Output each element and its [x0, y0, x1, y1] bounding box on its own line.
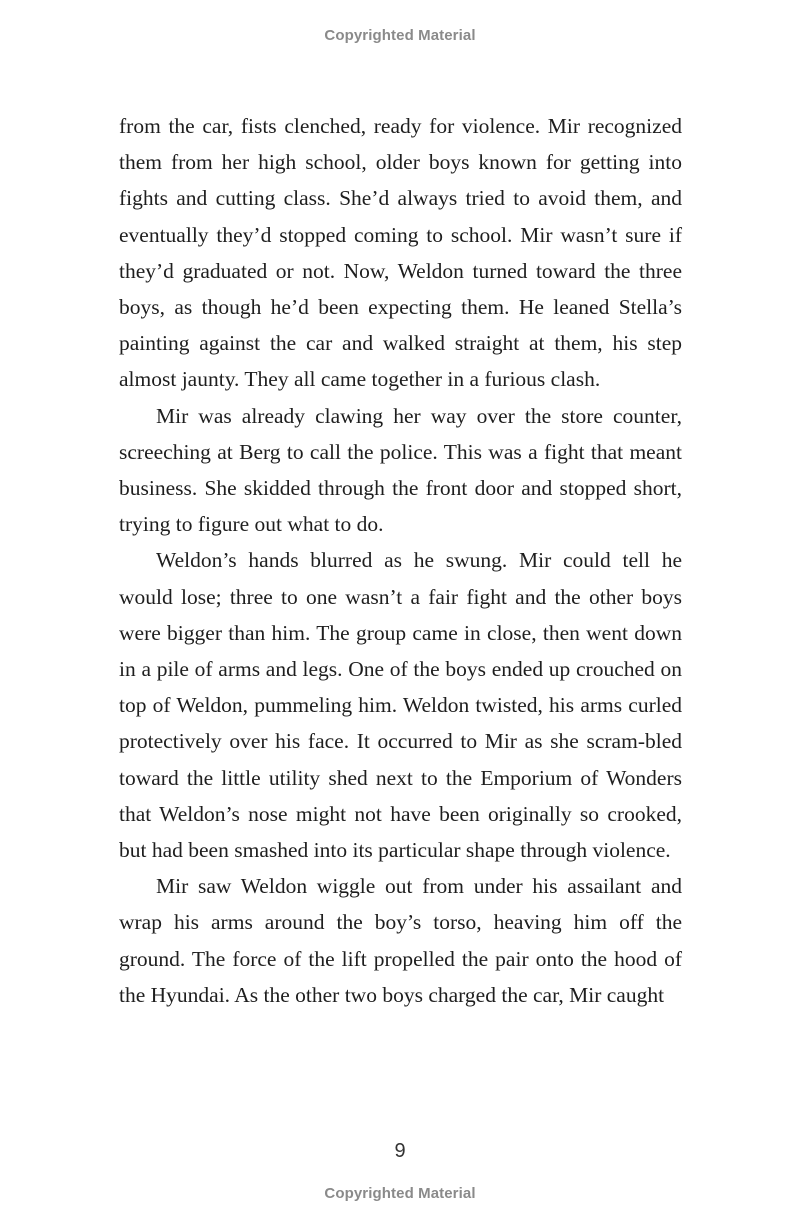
- page-body-text: [119, 108, 682, 1013]
- copyright-watermark-bottom: Copyrighted Material: [324, 1185, 476, 1202]
- paragraph-3: Weldon’s hands blurred as he swung. Mir could tell he would lose; three to one wasn’t a fair fight and the other boys were bigger than him. The group came in close, then went down in a pile of arms and legs. One of the boys ended up crouched on top of Weldon, pummeling him. Weldon twisted, his arms curled protectively over his face. It occurred to Mir as she scram-bled toward the little utility shed next to the Emporium of Wonders that Weldon’s nose might not have been originally so crooked, but had been smashed into its particular shape through violence.: [119, 548, 682, 863]
- paragraph-4: Mir saw Weldon wiggle out from under his assailant and wrap his arms around the boy’s torso, heaving him off the ground. The force of the lift propelled the pair onto the hood of the Hyundai. As the other two boys charged the car, Mir caught: [119, 874, 682, 1007]
- paragraph-1: from the car, fists clenched, ready for violence. Mir recognized them from her high school, older boys known for getting into fights and cutting class. She’d always tried to avoid them, and eventually they’d stopped coming to school. Mir wasn’t sure if they’d graduated or not. Now, Weldon turned toward the three boys, as though he’d been expecting them. He leaned Stella’s painting against the car and walked straight at them, his step almost jaunty. They all came together in a furious clash.: [119, 114, 682, 392]
- copyright-watermark-top: Copyrighted Material: [324, 27, 476, 44]
- page-number: 9: [394, 1140, 406, 1162]
- paragraph-2: Mir was already clawing her way over the store counter, screeching at Berg to call the police. This was a fight that meant business. She skidded through the front door and stopped short, trying to figure out what to do.: [119, 403, 682, 537]
